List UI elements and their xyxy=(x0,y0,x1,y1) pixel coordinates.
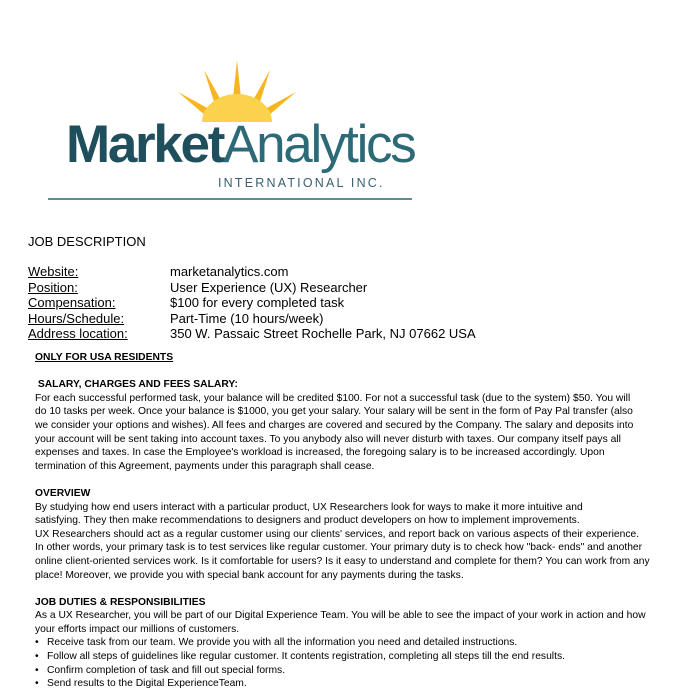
salary-heading: SALARY, CHARGES AND FEES SALARY: xyxy=(35,379,238,391)
document-body xyxy=(35,351,655,691)
logo-word-market: Market xyxy=(66,115,224,174)
duties-line: your efforts impact our millions of customers. xyxy=(35,623,240,635)
company-logo xyxy=(66,60,415,202)
info-value: 350 W. Passaic Street Rochelle Park, NJ 07662 USA xyxy=(170,326,476,341)
info-label: Address location: xyxy=(28,326,128,341)
list-item: • Follow all steps of guidelines like regular customer. It contents registration, completing all steps till the end results. xyxy=(35,650,655,664)
logo-divider xyxy=(48,198,412,200)
overview-line: UX Researchers should act as a regular customer using our clients' services, and report back on various aspects of their experience. xyxy=(35,528,640,540)
info-value: $100 for every completed task xyxy=(170,295,345,310)
list-item: • Receive task from our team. We provide you with all the information you need and detailed instructions. xyxy=(35,636,655,650)
salary-line: For each successful performed task, your balance will be credited $100. For not a successful task (due to the system) $50. You will xyxy=(35,392,631,404)
info-value: User Experience (UX) Researcher xyxy=(170,279,368,295)
logo-word-analytics: Analytics xyxy=(223,115,415,174)
overview-line: By studying how end users interact with a particular product, UX Researchers look for ways to make it more intuitive and xyxy=(35,501,583,513)
overview-heading: OVERVIEW xyxy=(35,487,91,499)
salary-line: expenses and taxes. In case the Employee's workload is increased, the foregoing salary is to be increased accordingly. Upon xyxy=(35,447,605,459)
logo-wordmark xyxy=(66,115,415,174)
overview-line: online client-oriented services work. Is it comfortable for users? Is it easy to understand and complete for them? You can work from any xyxy=(35,555,650,567)
salary-line: do 10 tasks per week. Once your balance is $1000, you get your salary. Your salary will be sent in the form of Pay Pal transfer (also xyxy=(35,406,633,418)
overview-line: satisfying. They then make recommendations to designers and product developers on how to implement improvements. xyxy=(35,515,580,527)
duties-line: As a UX Researcher, you will be part of our Digital Experience Team. You will be able to see the impact of your work in action and how xyxy=(35,610,646,622)
info-value: Part-Time (10 hours/week) xyxy=(170,310,324,326)
overview-line: In other words, your primary task is to test services like regular customer. Your primary duty is to check how "back- ends" and another xyxy=(35,542,643,554)
info-label: Position: xyxy=(28,279,78,295)
info-label: Hours/Schedule: xyxy=(28,310,125,326)
overview-line: place! Moreover, we provide you with special bank account for any payments during the tasks. xyxy=(35,569,464,581)
duties-heading: JOB DUTIES & RESPONSIBILITIES xyxy=(35,596,206,608)
list-item: • Send results to the Digital ExperienceTeam. xyxy=(35,677,655,691)
residency-notice: ONLY FOR USA RESIDENTS xyxy=(35,352,174,363)
salary-line: we consider your options and wishes). All fees and charges are covered and secured by the Company. The salary and deposits into xyxy=(35,419,634,431)
info-label: Compensation: xyxy=(28,295,116,310)
list-item: • Confirm completion of task and fill out special forms. xyxy=(35,664,655,678)
logo-subtitle: INTERNATIONAL INC. xyxy=(218,176,385,190)
sun-icon xyxy=(162,60,312,122)
salary-line: termination of this Agreement, payments under this paragraph shall cease. xyxy=(35,460,375,472)
info-label: Website: xyxy=(28,264,79,279)
document-title: JOB DESCRIPTION xyxy=(28,234,146,249)
salary-line: your account will be sent taking into account taxes. To you anybody also will never disturb with taxes. Our company itself pays all xyxy=(35,433,621,445)
info-value: marketanalytics.com xyxy=(170,264,289,279)
duties-list xyxy=(35,636,655,690)
